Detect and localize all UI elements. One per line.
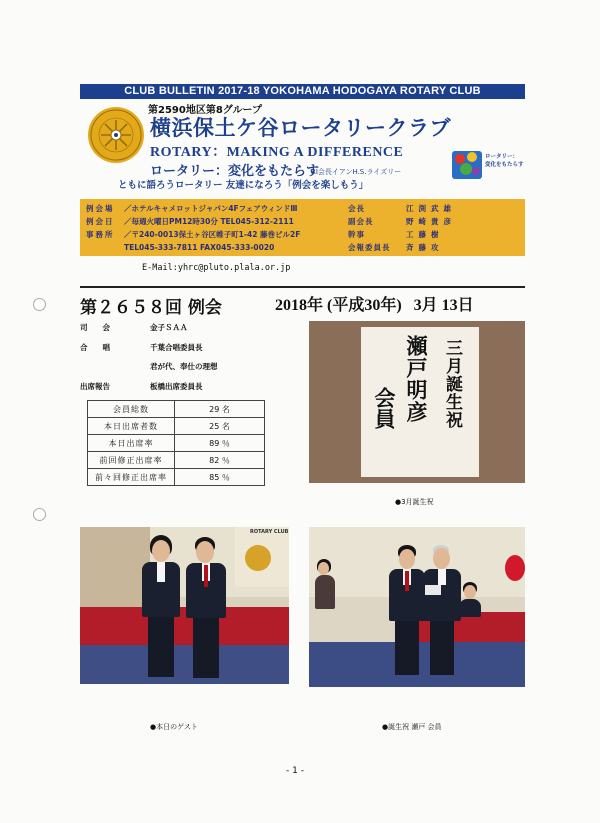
officer-name: 斉藤攻 (406, 243, 444, 252)
info-key: 事務所 (86, 230, 115, 239)
role-key: 出席報告 (80, 382, 110, 391)
calligraphy-photo (309, 321, 525, 483)
photo-rotary-emblem (245, 545, 271, 571)
legs (395, 621, 419, 675)
role-row (80, 361, 218, 372)
head (196, 541, 214, 563)
role-key: 司 会 (80, 323, 110, 332)
head (464, 585, 476, 599)
tie (204, 565, 208, 587)
header-divider (80, 286, 525, 288)
head (318, 562, 329, 575)
head (433, 548, 450, 569)
attendance-label: 会員総数 (88, 401, 175, 418)
info-key: 例会場 (86, 204, 115, 213)
meeting-date: 2018年 (平成30年) 3月 13日 (275, 297, 474, 314)
info-row (86, 202, 341, 215)
caption-birthday: ●3月誕生祝 (395, 498, 434, 506)
legs (148, 617, 174, 677)
club-info-box (80, 199, 525, 256)
head (399, 549, 415, 569)
calligraphy-column-2: 瀬戸明彦 (404, 335, 429, 423)
suit (459, 599, 481, 617)
theme-japanese: ロータリー：変化をもたらす (150, 164, 320, 179)
info-value: TEL045-333-7811 FAX045-333-0020 (124, 243, 275, 252)
head (152, 540, 170, 562)
officer-name: 野崎貴彦 (406, 217, 456, 226)
club-email: E-Mail:yhrc@pluto.plala.or.jp (142, 263, 291, 273)
caption-birthday-member: ●誕生祝 瀬戸 会員 (382, 723, 442, 731)
attendance-value: 82 ％ (175, 452, 265, 469)
photo-carpet (80, 645, 289, 684)
attendance-value: 25 名 (175, 418, 265, 435)
table-row (88, 418, 265, 435)
info-value: ／毎週火曜日PM12時30分 TEL045-312-2111 (124, 217, 294, 226)
club-slogan: ともに語ろうロータリー 友達になろう「例会を楽しもう」 (118, 180, 369, 191)
photo-banner-text: ROTARY CLUB (250, 529, 289, 535)
suit (315, 575, 335, 609)
theme-logo-line-2: 変化をもたらす (485, 162, 524, 168)
attendance-label: 前々回修正出席率 (88, 469, 175, 486)
info-row (86, 228, 341, 241)
attendance-value: 89 ％ (175, 435, 265, 452)
theme-english: ROTARY：MAKING A DIFFERENCE (150, 145, 404, 160)
officer-role: 会報委員長 (348, 243, 391, 252)
photo-flag (505, 555, 525, 581)
attendance-table (87, 400, 265, 486)
table-row (88, 435, 265, 452)
role-row (80, 342, 203, 353)
theme-logo-line-1: ロータリー： (485, 154, 519, 160)
birthday-celebration-photo (309, 527, 525, 687)
role-value: 金子ＳＡＡ (150, 323, 188, 332)
ri-president: RI会長イアンH.S.ライズリー (311, 168, 402, 176)
caption-guest: ●本日のゲスト (150, 723, 198, 731)
officer-name: 江渕武雄 (406, 204, 456, 213)
officer-row (348, 202, 520, 215)
officer-row (348, 228, 520, 241)
gift-envelope (425, 585, 441, 595)
binder-hole (33, 298, 46, 311)
shirt (438, 569, 446, 585)
table-row (88, 469, 265, 486)
club-info-left (86, 202, 341, 254)
calligraphy-column-1: 三月誕生祝 (442, 339, 462, 429)
role-value: 君が代、奉仕の理想 (150, 362, 218, 371)
attendance-label: 本日出席者数 (88, 418, 175, 435)
theme-logo-text (485, 153, 524, 169)
district-label: 第2590地区第8グループ (148, 105, 262, 116)
meeting-number: 第２６５８回 例会 (80, 298, 222, 318)
role-key: 合 唱 (80, 343, 110, 352)
role-value: 千葉合唱委員長 (150, 343, 203, 352)
calligraphy-column-3: 会員 (372, 387, 397, 429)
officer-row (348, 241, 520, 254)
officer-name: 工藤樹 (406, 230, 444, 239)
officer-role: 副会長 (348, 217, 374, 226)
officer-role: 幹事 (348, 230, 365, 239)
attendance-value: 29 名 (175, 401, 265, 418)
binder-hole (33, 508, 46, 521)
club-officers (348, 202, 520, 254)
bulletin-banner: CLUB BULLETIN 2017-18 YOKOHAMA HODOGAYA ROTARY CLUB (80, 84, 525, 99)
table-row (88, 452, 265, 469)
info-value: ／ホテルキャメロットジャパン4FフェアウィンドⅢ (124, 204, 298, 213)
legs (193, 618, 219, 678)
officer-row (348, 215, 520, 228)
rotary-wheel-logo (86, 105, 146, 165)
club-title: 横浜保土ケ谷ロータリークラブ (150, 116, 451, 140)
guest-photo (80, 527, 289, 684)
shirt (157, 562, 165, 582)
role-row (80, 322, 188, 333)
attendance-value: 85 ％ (175, 469, 265, 486)
info-value: ／〒240-0013保土ヶ谷区帷子町1-42 藤巻ビル2F (124, 230, 301, 239)
officer-role: 会長 (348, 204, 365, 213)
calligraphy-paper (361, 327, 479, 477)
theme-logo-icon (452, 145, 482, 179)
info-key: 例会日 (86, 217, 115, 226)
theme-logo (452, 143, 524, 183)
tie (405, 571, 409, 591)
attendance-label: 本日出席率 (88, 435, 175, 452)
photo-wall-panel (80, 527, 150, 617)
table-row (88, 401, 265, 418)
photo-red-table (80, 607, 289, 647)
role-row (80, 381, 203, 392)
attendance-label: 前回修正出席率 (88, 452, 175, 469)
info-row (86, 241, 341, 254)
role-value: 板橋出席委員長 (150, 382, 203, 391)
legs (430, 621, 454, 675)
info-row (86, 215, 341, 228)
page-number: - 1 - (286, 766, 304, 776)
